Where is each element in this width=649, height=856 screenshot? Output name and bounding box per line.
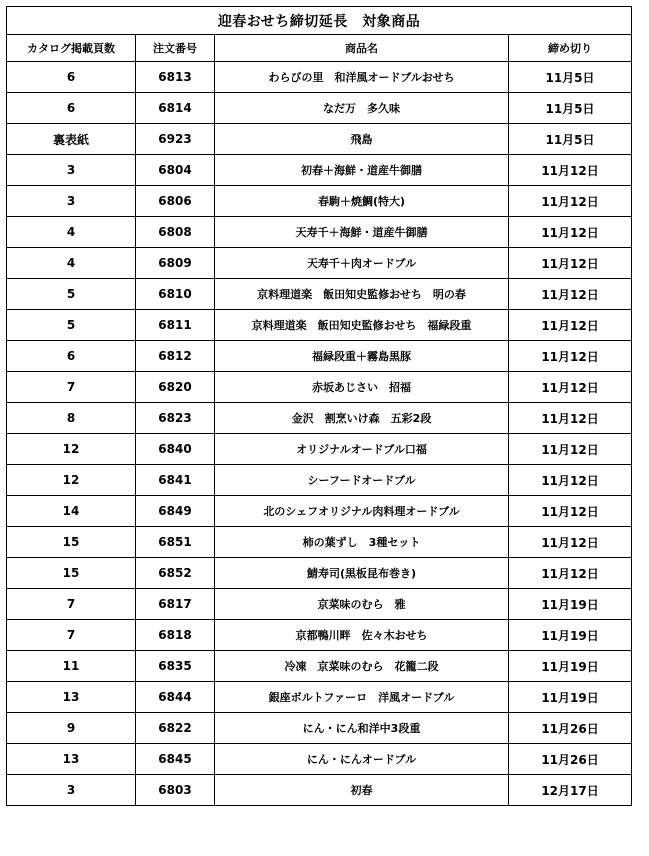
header-row — [7, 35, 632, 62]
table-row — [7, 496, 632, 527]
table-row — [7, 372, 632, 403]
product-name-cell: 鯖寿司(黒板昆布巻き) — [215, 558, 509, 589]
order-number-cell: 6809 — [136, 248, 215, 279]
table-row — [7, 155, 632, 186]
page-cell: 8 — [7, 403, 136, 434]
order-number-cell: 6851 — [136, 527, 215, 558]
deadline-cell: 11月12日 — [509, 403, 632, 434]
page-cell: 12 — [7, 434, 136, 465]
order-number-cell: 6841 — [136, 465, 215, 496]
page-cell: 5 — [7, 279, 136, 310]
page-cell: 7 — [7, 589, 136, 620]
order-number-cell: 6803 — [136, 775, 215, 806]
product-name-cell: わらびの里 和洋風オードブルおせち — [215, 62, 509, 93]
table-row — [7, 403, 632, 434]
product-name-cell: 春駒＋焼鯛(特大) — [215, 186, 509, 217]
table-row — [7, 527, 632, 558]
page-cell: 3 — [7, 155, 136, 186]
deadline-cell: 11月12日 — [509, 248, 632, 279]
page-cell: 14 — [7, 496, 136, 527]
deadline-cell: 11月12日 — [509, 186, 632, 217]
deadline-cell: 11月12日 — [509, 465, 632, 496]
page-cell: 6 — [7, 341, 136, 372]
table-row — [7, 558, 632, 589]
deadline-cell: 11月26日 — [509, 744, 632, 775]
deadline-cell: 12月17日 — [509, 775, 632, 806]
order-number-cell: 6840 — [136, 434, 215, 465]
table-row — [7, 713, 632, 744]
table-row — [7, 682, 632, 713]
product-name-cell: 銀座ボルトファーロ 洋風オードブル — [215, 682, 509, 713]
table-row — [7, 62, 632, 93]
order-number-cell: 6810 — [136, 279, 215, 310]
product-name-cell: 京料理道楽 飯田知史監修おせち 福緑段重 — [215, 310, 509, 341]
deadline-cell: 11月12日 — [509, 155, 632, 186]
page-cell: 3 — [7, 775, 136, 806]
product-name-cell: 京都鴨川畔 佐々木おせち — [215, 620, 509, 651]
order-number-cell: 6808 — [136, 217, 215, 248]
order-number-cell: 6817 — [136, 589, 215, 620]
page-cell: 7 — [7, 620, 136, 651]
deadline-cell: 11月12日 — [509, 279, 632, 310]
header-deadline: 締め切り — [509, 35, 632, 62]
page-cell: 3 — [7, 186, 136, 217]
product-name-cell: 天寿千＋海鮮・道産牛御膳 — [215, 217, 509, 248]
order-number-cell: 6844 — [136, 682, 215, 713]
order-number-cell: 6811 — [136, 310, 215, 341]
order-number-cell: 6822 — [136, 713, 215, 744]
table-row — [7, 589, 632, 620]
order-number-cell: 6852 — [136, 558, 215, 589]
deadline-cell: 11月12日 — [509, 372, 632, 403]
product-name-cell: 金沢 割烹いけ森 五彩2段 — [215, 403, 509, 434]
order-number-cell: 6835 — [136, 651, 215, 682]
product-name-cell: 福緑段重＋霧島黒豚 — [215, 341, 509, 372]
deadline-cell: 11月26日 — [509, 713, 632, 744]
deadline-cell: 11月19日 — [509, 620, 632, 651]
product-name-cell: オリジナルオードブル口福 — [215, 434, 509, 465]
product-name-cell: 初春＋海鮮・道産牛御膳 — [215, 155, 509, 186]
page-cell: 13 — [7, 682, 136, 713]
page-cell: 6 — [7, 93, 136, 124]
page-title: 迎春おせち締切延長 対象商品 — [7, 7, 632, 35]
order-number-cell: 6845 — [136, 744, 215, 775]
page-cell: 5 — [7, 310, 136, 341]
product-name-cell: 冷凍 京菜味のむら 花籠二段 — [215, 651, 509, 682]
order-number-cell: 6923 — [136, 124, 215, 155]
order-number-cell: 6806 — [136, 186, 215, 217]
page-cell: 9 — [7, 713, 136, 744]
page-cell: 4 — [7, 217, 136, 248]
order-number-cell: 6804 — [136, 155, 215, 186]
deadline-cell: 11月12日 — [509, 558, 632, 589]
product-name-cell: 京料理道楽 飯田知史監修おせち 明の春 — [215, 279, 509, 310]
table-row — [7, 744, 632, 775]
table-row — [7, 341, 632, 372]
table-row — [7, 465, 632, 496]
product-name-cell: にん・にんオードブル — [215, 744, 509, 775]
title-row — [7, 7, 632, 35]
deadline-cell: 11月19日 — [509, 589, 632, 620]
page-cell: 12 — [7, 465, 136, 496]
deadline-cell: 11月19日 — [509, 682, 632, 713]
deadline-cell: 11月12日 — [509, 341, 632, 372]
deadline-cell: 11月12日 — [509, 527, 632, 558]
order-number-cell: 6849 — [136, 496, 215, 527]
product-table — [6, 6, 632, 806]
page-cell: 11 — [7, 651, 136, 682]
deadline-cell: 11月12日 — [509, 310, 632, 341]
product-name-cell: 北のシェフオリジナル肉料理オードブル — [215, 496, 509, 527]
page-cell: 15 — [7, 558, 136, 589]
header-product-name: 商品名 — [215, 35, 509, 62]
deadline-cell: 11月5日 — [509, 93, 632, 124]
page-cell: 裏表紙 — [7, 124, 136, 155]
header-order-number: 注文番号 — [136, 35, 215, 62]
product-name-cell: シーフードオードブル — [215, 465, 509, 496]
order-number-cell: 6812 — [136, 341, 215, 372]
table-row — [7, 279, 632, 310]
table-row — [7, 186, 632, 217]
product-name-cell: 赤坂あじさい 招福 — [215, 372, 509, 403]
page-cell: 13 — [7, 744, 136, 775]
order-number-cell: 6820 — [136, 372, 215, 403]
page-cell: 6 — [7, 62, 136, 93]
table-row — [7, 248, 632, 279]
product-name-cell: 天寿千＋肉オードブル — [215, 248, 509, 279]
order-number-cell: 6818 — [136, 620, 215, 651]
page-cell: 15 — [7, 527, 136, 558]
order-number-cell: 6814 — [136, 93, 215, 124]
table-row — [7, 93, 632, 124]
order-number-cell: 6813 — [136, 62, 215, 93]
product-name-cell: 京菜味のむら 雅 — [215, 589, 509, 620]
product-name-cell: 柿の葉ずし 3種セット — [215, 527, 509, 558]
table-row — [7, 124, 632, 155]
table-row — [7, 775, 632, 806]
table-row — [7, 620, 632, 651]
deadline-cell: 11月5日 — [509, 124, 632, 155]
product-name-cell: 初春 — [215, 775, 509, 806]
page-cell: 7 — [7, 372, 136, 403]
deadline-cell: 11月19日 — [509, 651, 632, 682]
table-row — [7, 310, 632, 341]
product-name-cell: にん・にん和洋中3段重 — [215, 713, 509, 744]
table-row — [7, 434, 632, 465]
deadline-cell: 11月12日 — [509, 496, 632, 527]
table-row — [7, 651, 632, 682]
deadline-cell: 11月12日 — [509, 434, 632, 465]
product-name-cell: なだ万 多久味 — [215, 93, 509, 124]
page-cell: 4 — [7, 248, 136, 279]
table-body — [7, 7, 632, 806]
deadline-cell: 11月12日 — [509, 217, 632, 248]
table-row — [7, 217, 632, 248]
header-page: カタログ掲載頁数 — [7, 35, 136, 62]
product-name-cell: 飛島 — [215, 124, 509, 155]
order-number-cell: 6823 — [136, 403, 215, 434]
deadline-cell: 11月5日 — [509, 62, 632, 93]
